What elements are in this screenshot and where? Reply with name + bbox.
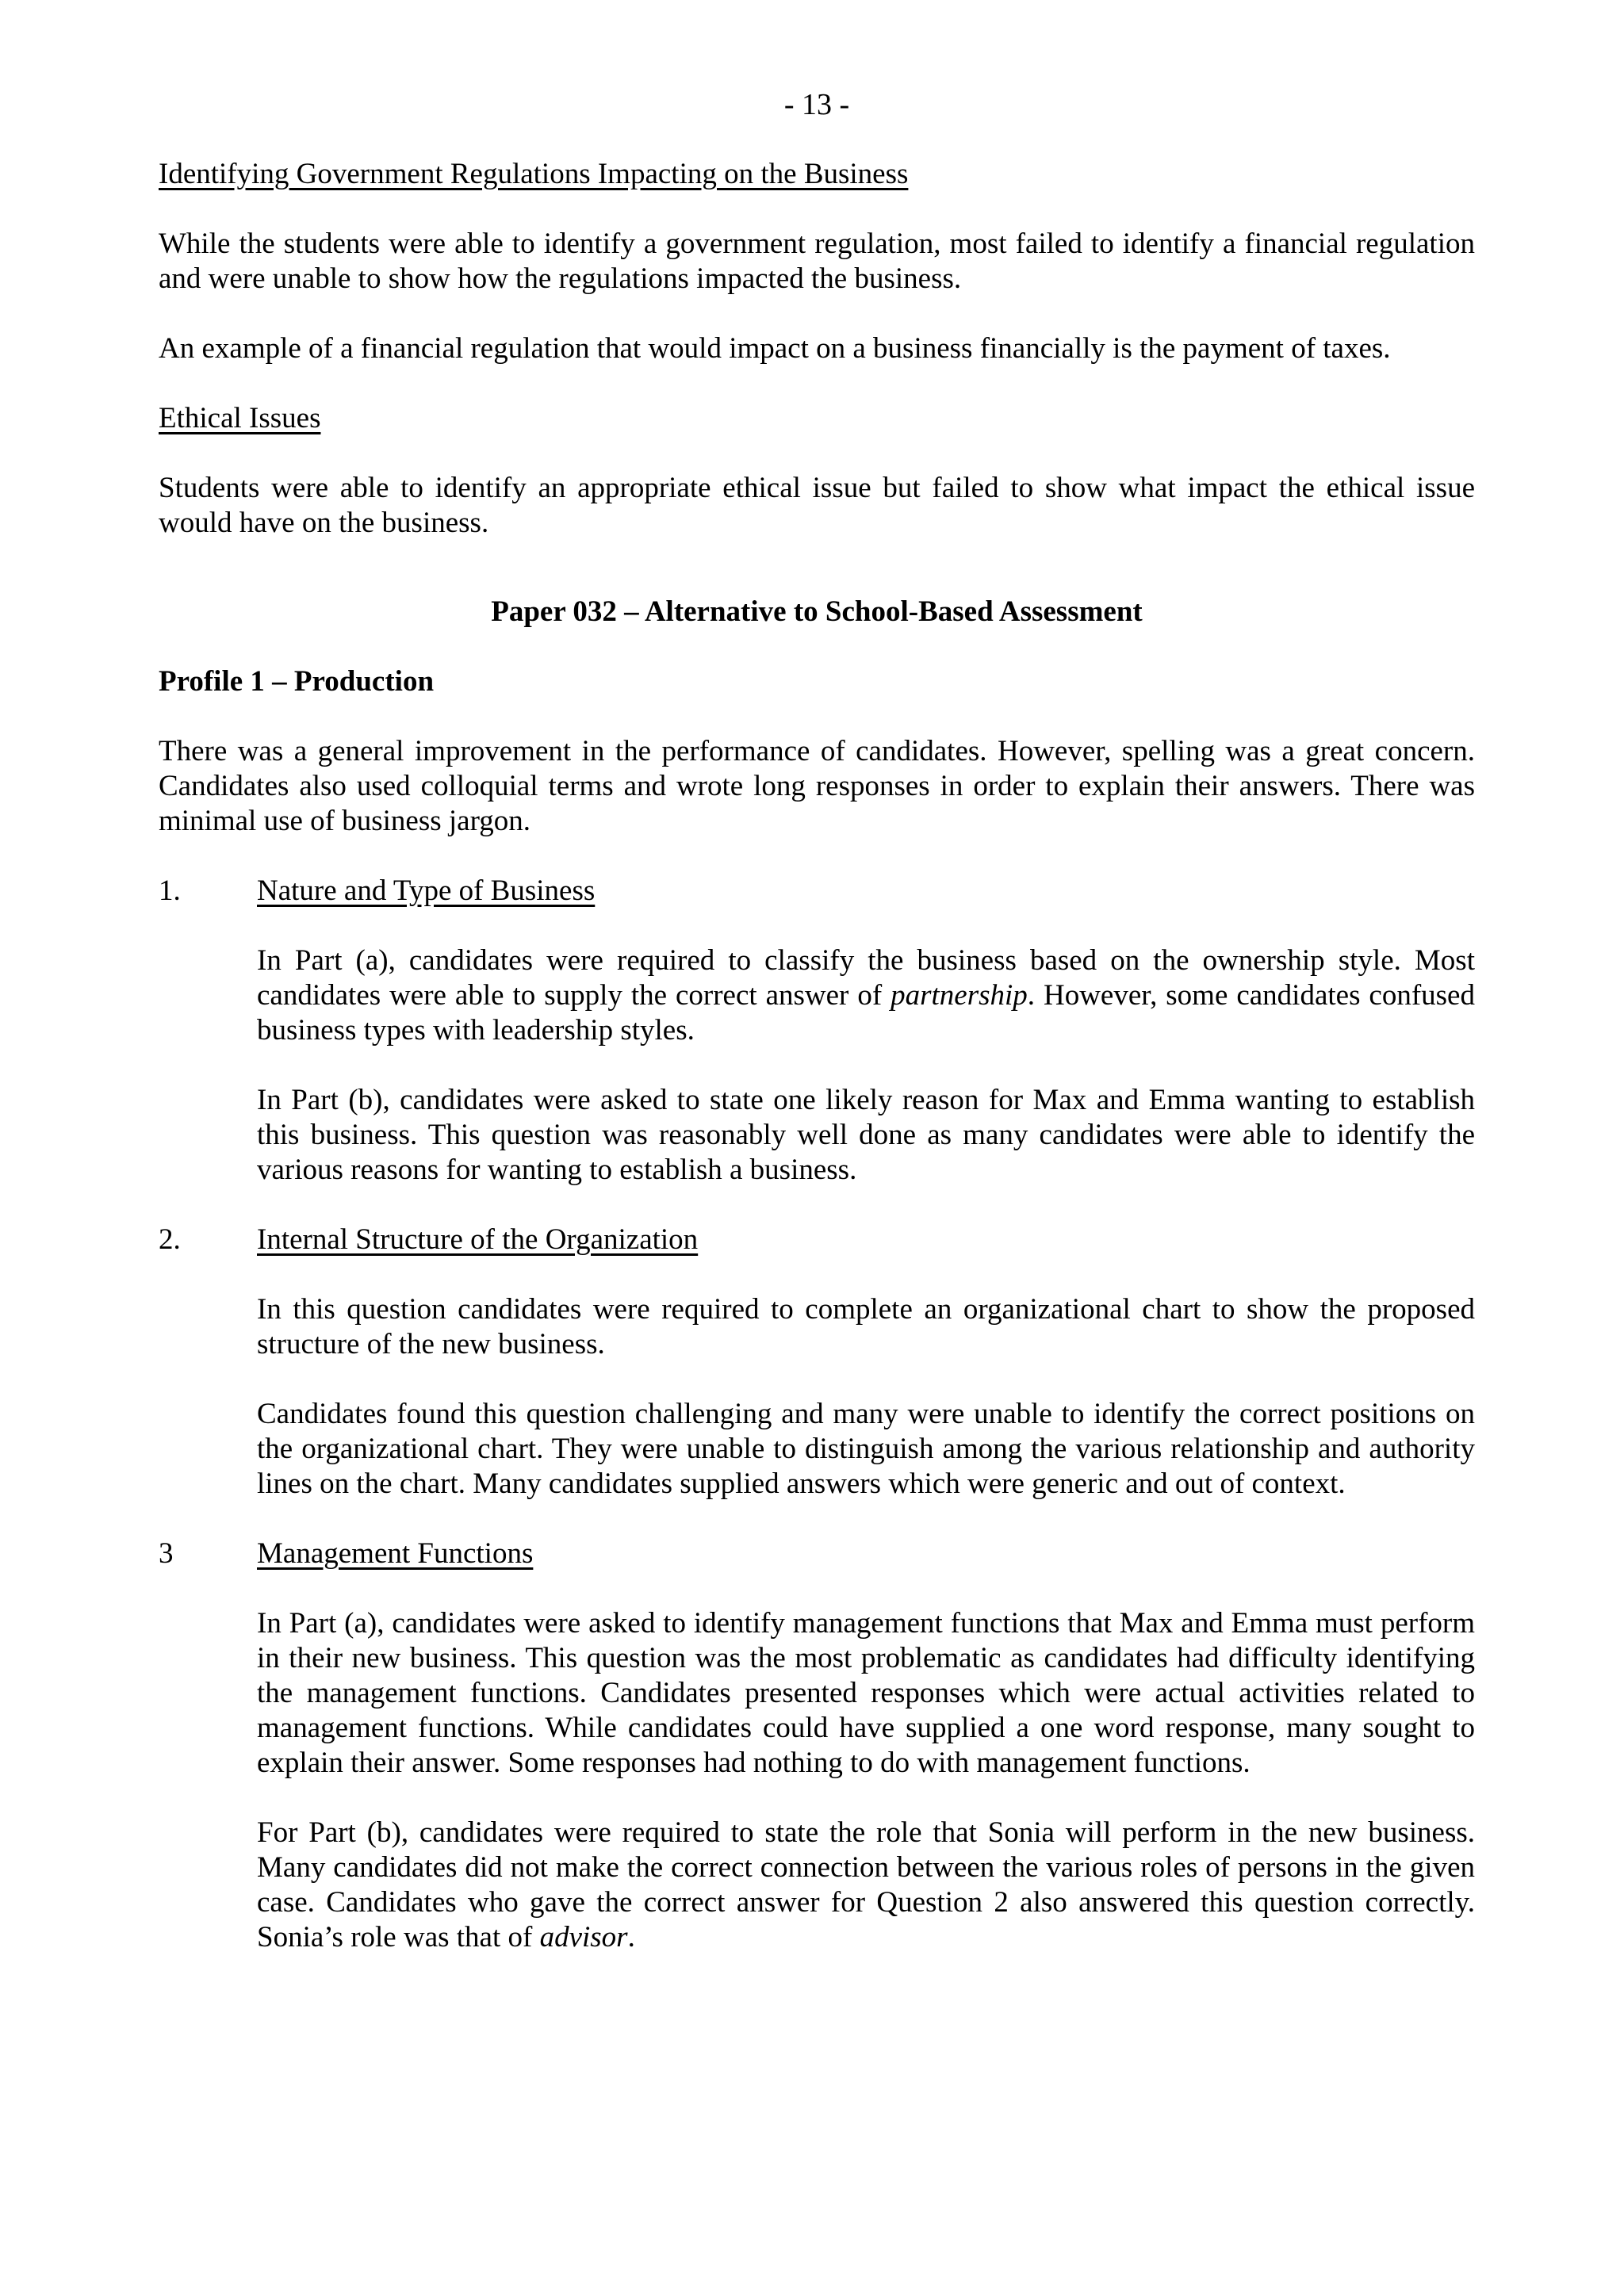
document-page xyxy=(159,87,1475,1990)
item-paragraph xyxy=(257,943,1475,1048)
item-paragraph: Candidates found this question challenging and many were unable to identify the correct positions on the organizational chart. They were unable to distinguish among the various relationship and authority lines on the chart. Many candidates supplied answers which were generic and out of context. xyxy=(257,1398,1475,1500)
list-item-heading xyxy=(159,874,1475,909)
item-paragraph: In Part (b), candidates were asked to state one likely reason for Max and Emma wanting to establish this business. This question was reasonably well done as many candidates were able to identify the various reasons for wanting to establish a business. xyxy=(257,1084,1475,1186)
paragraph-government-regulations-2: An example of a financial regulation that would impact on a business financially is the payment of taxes. xyxy=(159,332,1391,365)
list-item-heading xyxy=(159,1536,1475,1571)
item-heading: Internal Structure of the Organization xyxy=(257,1223,699,1256)
item-heading: Management Functions xyxy=(257,1537,534,1570)
paper-title: Paper 032 – Alternative to School-Based Assessment xyxy=(491,595,1143,628)
item-paragraph xyxy=(257,1816,1475,1955)
paragraph-government-regulations-1: While the students were able to identify a government regulation, most failed to identify a financial regulation and were unable to show how the regulations impacted the business. xyxy=(159,228,1475,295)
list-item-heading xyxy=(159,1223,1475,1257)
section-heading-government-regulations: Identifying Government Regulations Impacting on the Business xyxy=(159,158,909,190)
paragraph-text: For Part (b), candidates were required to state the role that Sonia will perform in the new business. Many candidates did not make the correct connection between the various roles of persons in the given case. Candidates who gave the correct answer for Question 2 also answered this question correctly. Sonia’s role was that of xyxy=(257,1816,1475,1954)
paragraph-ethical-issues: Students were able to identify an appropriate ethical issue but failed to show what impact the ethical issue would have on the business. xyxy=(159,472,1475,539)
italic-term: advisor xyxy=(539,1921,628,1954)
italic-term: partnership xyxy=(891,979,1028,1012)
item-number: 1. xyxy=(159,874,181,907)
profile-intro-paragraph: There was a general improvement in the performance of candidates. However, spelling was a great concern. Candidates also used colloquial terms and wrote long responses in order to explain their answers. There was minimal use of business jargon. xyxy=(159,735,1475,837)
page-number: - 13 - xyxy=(783,88,850,121)
item-paragraph: In this question candidates were required to complete an organizational chart to show the proposed structure of the new business. xyxy=(257,1293,1475,1360)
profile-title: Profile 1 – Production xyxy=(159,665,435,698)
section-heading-ethical-issues: Ethical Issues xyxy=(159,402,321,434)
item-number: 2. xyxy=(159,1223,181,1256)
paragraph-text: . However, some candidates confused business types with leadership styles. xyxy=(257,979,1475,1047)
item-number: 3 xyxy=(159,1537,174,1570)
paragraph-text: In Part (a), candidates were required to classify the business based on the ownership style. Most candidates were able to supply the correct answer of xyxy=(257,944,1475,1012)
item-heading: Nature and Type of Business xyxy=(257,874,596,907)
item-paragraph: In Part (a), candidates were asked to identify management functions that Max and Emma must perform in their new business. This question was the most problematic as candidates had difficulty identifying the management functions. Candidates presented responses which were actual activities related to management functions. While candidates could have supplied a one word response, many sought to explain their answer. Some responses had nothing to do with management functions. xyxy=(257,1607,1475,1779)
paragraph-text: . xyxy=(627,1921,635,1954)
